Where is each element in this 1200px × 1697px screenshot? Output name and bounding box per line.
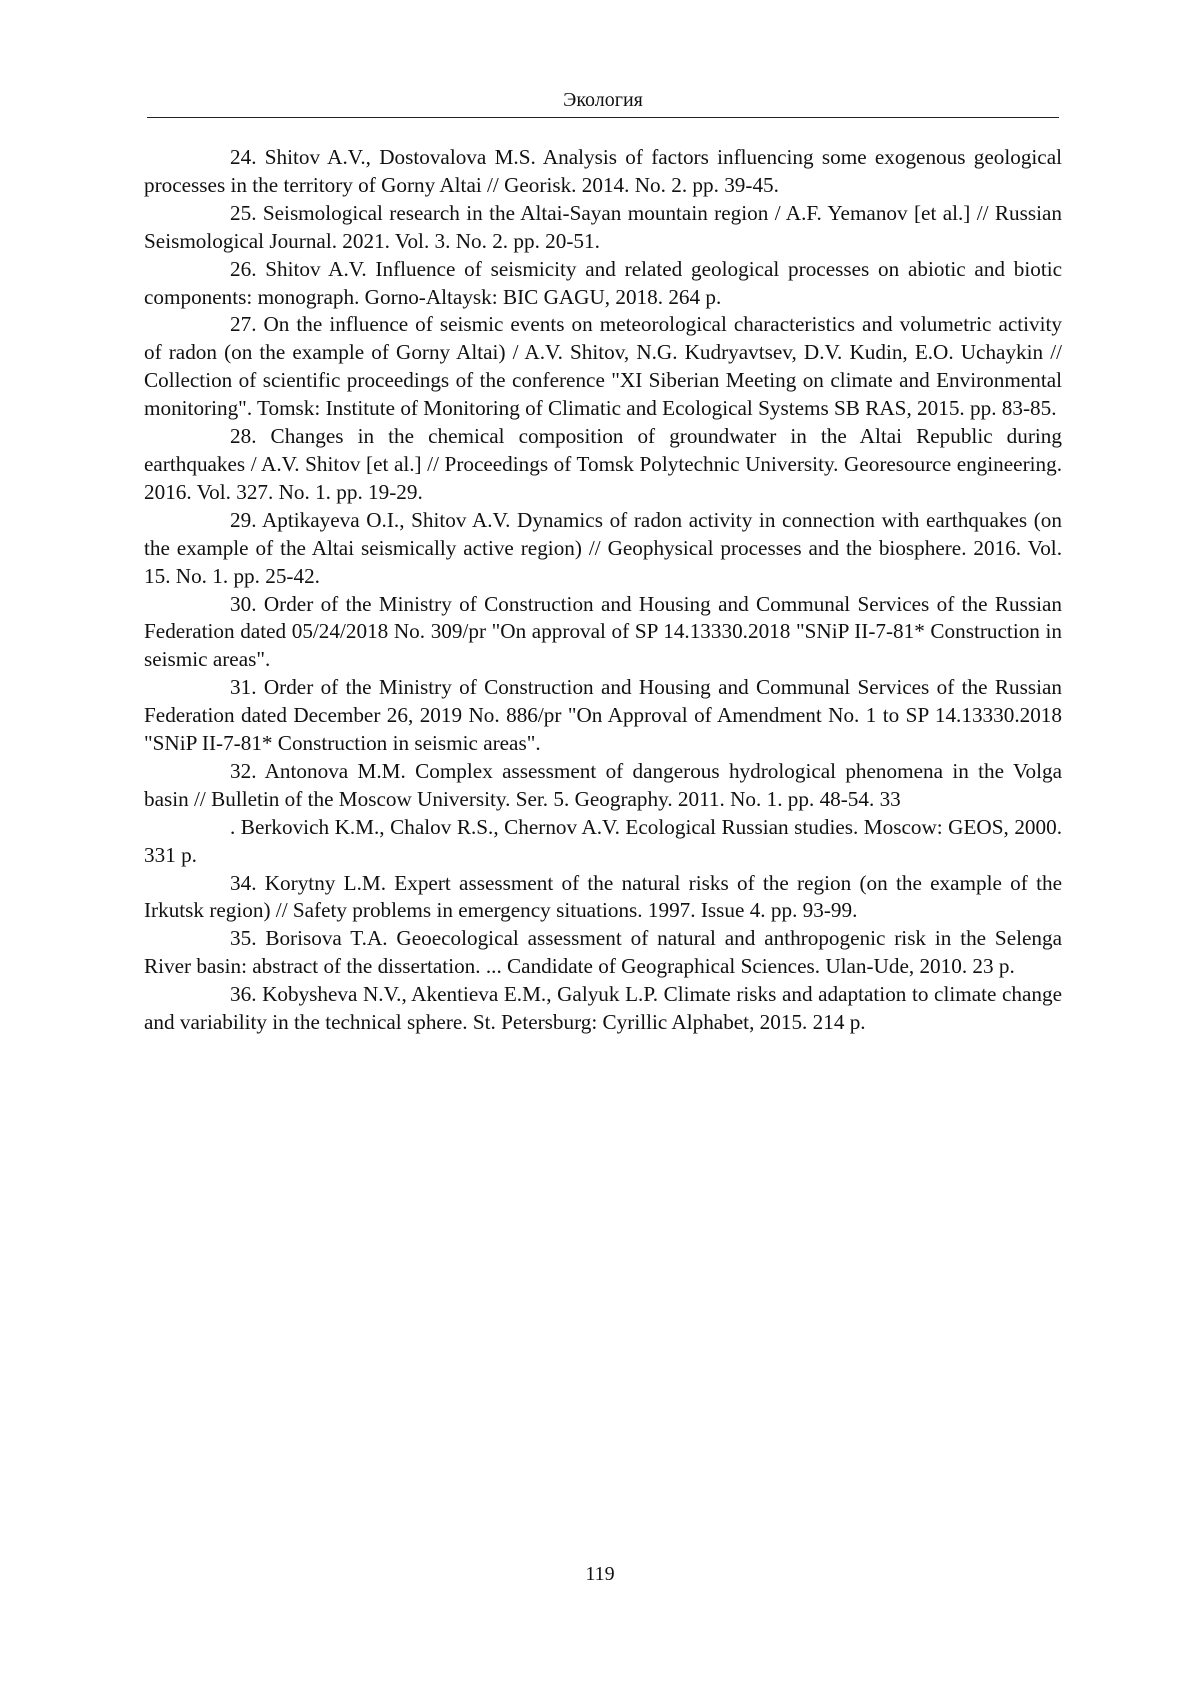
running-header: Экология: [563, 89, 643, 111]
reference-entry: 34. Korytny L.M. Expert assessment of the natural risks of the region (on the example of the Irkutsk region) // Safety problems in emergency situations. 1997. Issue 4. pp. 93-99.: [144, 870, 1062, 923]
reference-entry: 26. Shitov A.V. Influence of seismicity and related geological processes on abiotic and biotic components: monograph. Gorno-Altaysk: BIC GAGU, 2018. 264 p.: [144, 256, 1062, 309]
reference-entry: 27. On the influence of seismic events on meteorological characteristics and volumetric activity of radon (on the example of Gorny Altai) / A.V. Shitov, N.G. Kudryavtsev, D.V. Kudin, E.O. Uchaykin // Collection of scientific proceedings of the conference "XI Siberian Meeting on climate and Environmental monitoring". Tomsk: Institute of Monitoring of Climatic and Ecological Systems SB RAS, 2015. pp. 83-85.: [144, 312, 1062, 421]
header-divider: [147, 117, 1059, 118]
reference-entry: 24. Shitov A.V., Dostovalova M.S. Analysis of factors influencing some exogenous geological processes in the territory of Gorny Altai // Georisk. 2014. No. 2. pp. 39-45.: [144, 145, 1062, 197]
reference-entry: . Berkovich K.M., Chalov R.S., Chernov A.V. Ecological Russian studies. Moscow: GEOS, 2000. 331 p.: [144, 814, 1062, 867]
page-number: 119: [585, 1563, 615, 1585]
reference-list: [144, 144, 1062, 1037]
reference-entry: 30. Order of the Ministry of Construction and Housing and Communal Services of the Russian Federation dated 05/24/2018 No. 309/pr "On approval of SP 14.13330.2018 "SNiP II-7-81* Construction in seismic areas".: [144, 591, 1062, 672]
reference-entry: 31. Order of the Ministry of Construction and Housing and Communal Services of the Russian Federation dated December 26, 2019 No. 886/pr "On Approval of Amendment No. 1 to SP 14.13330.2018 "SNiP II-7-81* Construction in seismic areas".: [144, 675, 1062, 756]
reference-entry: 28. Changes in the chemical composition of groundwater in the Altai Republic during earthquakes / A.V. Shitov [et al.] // Proceedings of Tomsk Polytechnic University. Georesource engineering. 2016. Vol. 327. No. 1. pp. 19-29.: [144, 424, 1062, 504]
reference-entry: 25. Seismological research in the Altai-Sayan mountain region / A.F. Yemanov [et al.] // Russian Seismological Journal. 2021. Vol. 3. No. 2. pp. 20-51.: [144, 200, 1062, 253]
reference-entry: 35. Borisova T.A. Geoecological assessment of natural and anthropogenic risk in the Selenga River basin: abstract of the dissertation. ... Candidate of Geographical Sciences. Ulan-Ude, 2010. 23 p.: [144, 926, 1062, 979]
reference-entry: 32. Antonova M.M. Complex assessment of dangerous hydrological phenomena in the Volga basin // Bulletin of the Moscow University. Ser. 5. Geography. 2011. No. 1. pp. 48-54. 33: [144, 758, 1062, 811]
reference-entry: 29. Aptikayeva O.I., Shitov A.V. Dynamics of radon activity in connection with earthquakes (on the example of the Altai seismically active region) // Geophysical processes and the biosphere. 2016. Vol. 15. No. 1. pp. 25-42.: [144, 507, 1062, 588]
reference-entry: 36. Kobysheva N.V., Akentieva E.M., Galyuk L.P. Climate risks and adaptation to climate change and variability in the technical sphere. St. Petersburg: Cyrillic Alphabet, 2015. 214 p.: [144, 982, 1062, 1035]
